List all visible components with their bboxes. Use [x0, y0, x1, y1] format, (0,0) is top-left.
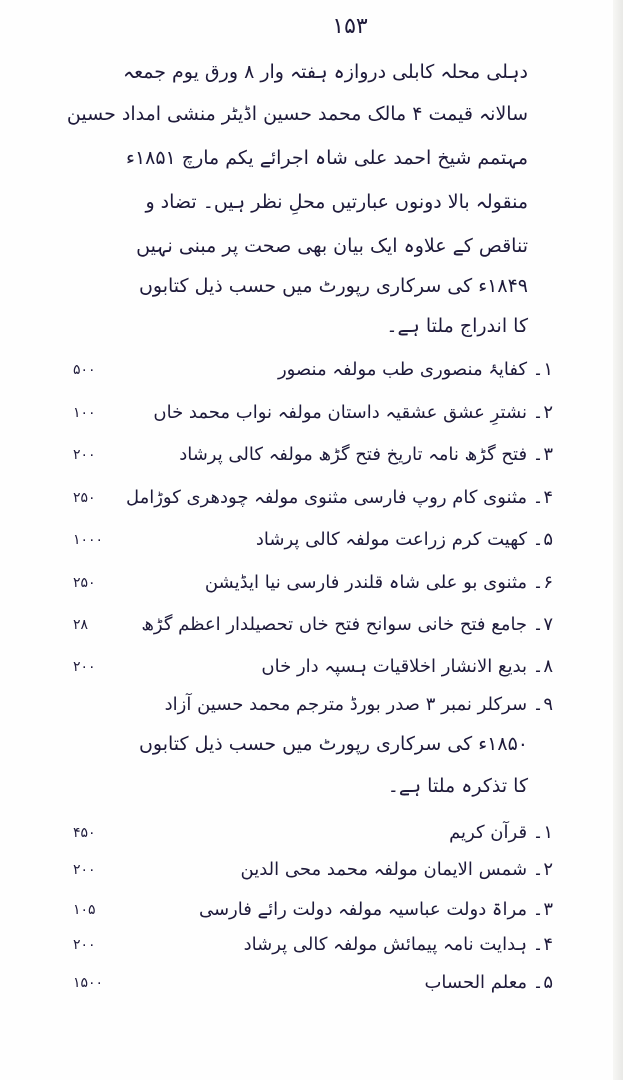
list-item-price: ۲۸: [73, 617, 89, 633]
list-1850-item-3: [73, 895, 553, 925]
list-item-text: ۵۔ کھیت کرم زراعت مولفہ کالی پرشاد: [255, 529, 553, 550]
list-item-price: ۲۵۰: [73, 575, 96, 591]
list-item-text: ۷۔ جامع فتح خانی سوانح فتح خاں تحصیلدار اعظم گڑھ: [141, 614, 553, 635]
list-1849-item-9: [73, 690, 553, 720]
list-item-text: ۴۔ مثنوی کام روپ فارسی مثنوی مولفہ چودھری کوڑامل: [125, 487, 553, 508]
list-item-text: ۲۔ نشترِ عشق عشقیہ داستان مولفہ نواب محمد خاں: [153, 402, 553, 423]
list-item-text: ۱۔ کفایۂ منصوری طب مولفہ منصور: [277, 359, 553, 380]
list-item-price: ۱۰۰۰: [73, 532, 104, 548]
list-item-price: ۲۰۰: [73, 447, 96, 463]
list-item-text: ۴۔ ہدایت نامہ پیمائش مولفہ کالی پرشاد: [243, 934, 553, 955]
list-item-price: ۲۰۰: [73, 862, 96, 878]
list-item-price: ۲۰۰: [73, 659, 96, 675]
list-1850-item-5: [73, 968, 553, 998]
list-1849-item-7: [73, 610, 553, 640]
intro-line-7: کا اندراج ملتا ہے۔: [386, 315, 528, 337]
list-item-price: ۵۰۰: [73, 362, 96, 378]
list-1849-item-2: [73, 398, 553, 428]
list-item-price: ۱۰۰: [73, 405, 96, 421]
list-item-price: ۱۵۰۰: [73, 975, 104, 991]
list-1849-item-3: [73, 440, 553, 470]
page-fold-shadow: [613, 0, 623, 1080]
list-1849-item-4: [73, 483, 553, 513]
intro-line-4: منقولہ بالا دونوں عبارتیں محلِ نظر ہیں۔ تضاد و: [145, 191, 528, 213]
list-item-price: ۲۵۰: [73, 490, 96, 506]
list-item-price: ۴۵۰: [73, 825, 96, 841]
intro-line-1: دہلی محلہ کابلی دروازہ ہفتہ وار ۸ ورق یوم جمعہ: [122, 61, 528, 83]
list-item-text: ۳۔ مراۃ دولت عباسیہ مولفہ دولت رائے فارسی: [198, 899, 553, 920]
list-1849-item-5: [73, 525, 553, 555]
list-1850-item-1: [73, 818, 553, 848]
list-item-text: ۱۔ قرآن کریم: [449, 822, 553, 843]
list-item-text: ۵۔ معلم الحساب: [424, 972, 553, 993]
list-1850-item-4: [73, 930, 553, 960]
list-item-text: ۶۔ مثنوی بو علی شاہ قلندر فارسی نیا ایڈیشن: [204, 572, 553, 593]
list-1849-item-1: [73, 355, 553, 385]
intro-line-3: مہتمم شیخ احمد علی شاہ اجرائے یکم مارچ ۱۸۵۱ء: [126, 147, 528, 169]
list-item-text: ۸۔ بدیع الانشار اخلاقیات ہسپہ دار خاں: [261, 656, 553, 677]
list-1849-item-8: [73, 652, 553, 682]
intro-line-6: ۱۸۴۹ء کی سرکاری رپورٹ میں حسب ذیل کتابوں: [138, 275, 528, 297]
list-item-price: ۱۰۵: [73, 902, 96, 918]
list-item-price: ۲۰۰: [73, 937, 96, 953]
intro-line-2: سالانہ قیمت ۴ مالک محمد حسین اڈیٹر منشی امداد حسین: [66, 103, 528, 125]
list-item-text: ۳۔ فتح گڑھ نامہ تاریخ فتح گڑھ مولفہ کالی پرشاد: [179, 444, 553, 465]
mid-line-2: کا تذکرہ ملتا ہے۔: [387, 775, 528, 797]
page-number: ۱۵۳: [332, 14, 368, 39]
list-1849-item-6: [73, 568, 553, 598]
list-item-text: ۲۔ شمس الایمان مولفہ محمد محی الدین: [240, 859, 553, 880]
list-item-text: ۹۔ سرکلر نمبر ۳ صدر بورڈ مترجم محمد حسین آزاد: [164, 694, 553, 715]
intro-line-5: تناقص کے علاوہ ایک بیان بھی صحت پر مبنی نہیں: [136, 235, 528, 257]
mid-line-1: ۱۸۵۰ء کی سرکاری رپورٹ میں حسب ذیل کتابوں: [138, 733, 528, 755]
list-1850-item-2: [73, 855, 553, 885]
